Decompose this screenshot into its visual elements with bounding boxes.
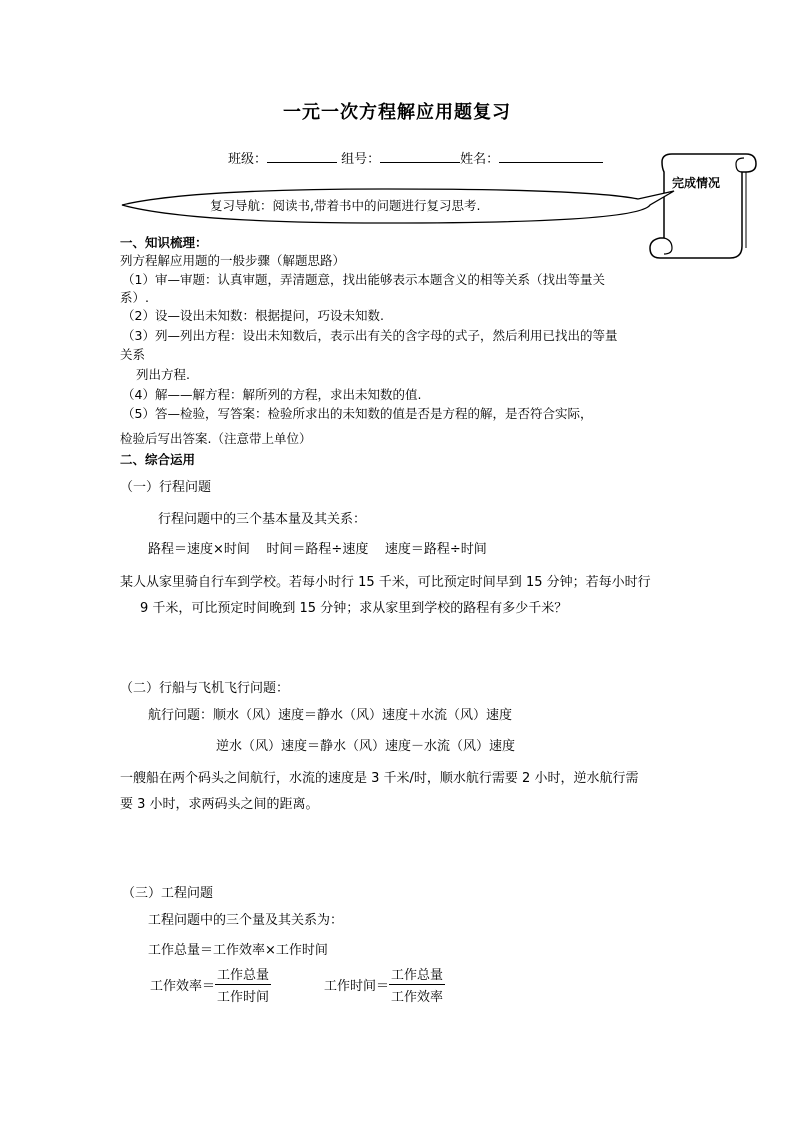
boat-question: 一艘船在两个码头之间航行，水流的速度是 3 千米/时，顺水航行需要 2 小时，逆水航行需: [120, 771, 639, 786]
boat-question-cont: 要 3 小时，求两码头之间的距离。: [120, 797, 319, 812]
class-label: 班级：: [228, 152, 268, 167]
step-3-cont-2: 列出方程.: [136, 367, 190, 382]
review-guide: 复习导航：阅读书,带着书中的问题进行复习思考.: [210, 198, 481, 213]
time-numerator: 工作总量: [389, 964, 445, 985]
travel-formula: 路程＝速度×时间 时间＝路程÷速度 速度＝路程÷时间: [148, 542, 487, 557]
travel-question: 某人从家里骑自行车到学校。若每小时行 15 千米，可比预定时间早到 15 分钟；若每小时行: [120, 575, 651, 590]
step-3: （3）列—列出方程：设出未知数后，表示出有关的含字母的式子，然后利用已找出的等量: [122, 328, 618, 343]
efficiency-numerator: 工作总量: [215, 964, 271, 985]
step-4: （4）解——解方程：解所列的方程，求出未知数的值.: [122, 387, 422, 402]
name-label: 姓名：: [460, 152, 500, 167]
work-problem-title: （三）工程问题: [122, 886, 214, 901]
work-problem-intro: 工程问题中的三个量及其关系为：: [148, 913, 344, 928]
step-3-cont: 关系: [120, 347, 146, 362]
name-field[interactable]: [499, 150, 603, 163]
work-formula-total: 工作总量＝工作效率×工作时间: [148, 943, 328, 958]
section-knowledge-heading: 一、知识梳理：: [120, 235, 208, 250]
step-5-cont: 检验后写出答案.（注意带上单位）: [120, 431, 312, 446]
step-1-cont: 系）.: [120, 290, 149, 305]
travel-question-cont: 9 千米，可比预定时间晚到 15 分钟；求从家里到学校的路程有多少千米？: [140, 601, 568, 616]
group-field[interactable]: [380, 150, 460, 163]
boat-formula-downstream: 航行问题：顺水（风）速度＝静水（风）速度＋水流（风）速度: [148, 708, 513, 723]
time-label: 工作时间＝: [324, 979, 390, 994]
steps-intro: 列方程解应用题的一般步骤（解题思路）: [120, 253, 346, 268]
boat-formula-upstream: 逆水（风）速度＝静水（风）速度－水流（风）速度: [216, 739, 516, 754]
class-field[interactable]: [267, 150, 337, 163]
travel-problem-title: （一）行程问题: [120, 480, 212, 495]
student-info-line: [228, 148, 603, 167]
work-formula-time: [324, 964, 445, 1005]
boat-problem-title: （二）行船与飞机飞行问题：: [120, 681, 290, 696]
step-5: （5）答—检验，写答案：检验所求出的未知数的值是否是方程的解，是否符合实际，: [122, 406, 593, 421]
efficiency-denominator: 工作时间: [217, 990, 270, 1005]
step-1: （1）审—审题：认真审题，弄清题意，找出能够表示本题含义的相等关系（找出等量关: [122, 272, 605, 287]
page-title: 一元一次方程解应用题复习: [283, 102, 511, 123]
step-2: （2）设—设出未知数：根据提问，巧设未知数.: [122, 308, 384, 323]
time-denominator: 工作效率: [391, 990, 444, 1005]
time-fraction: [389, 964, 445, 1005]
efficiency-label: 工作效率＝: [150, 979, 216, 994]
work-formula-efficiency: [150, 964, 271, 1005]
section-application-heading: 二、综合运用: [120, 452, 196, 467]
group-label: 组号：: [341, 152, 381, 167]
completion-status-label: 完成情况: [672, 176, 721, 190]
efficiency-fraction: [215, 964, 271, 1005]
travel-problem-intro: 行程问题中的三个基本量及其关系：: [158, 512, 367, 527]
